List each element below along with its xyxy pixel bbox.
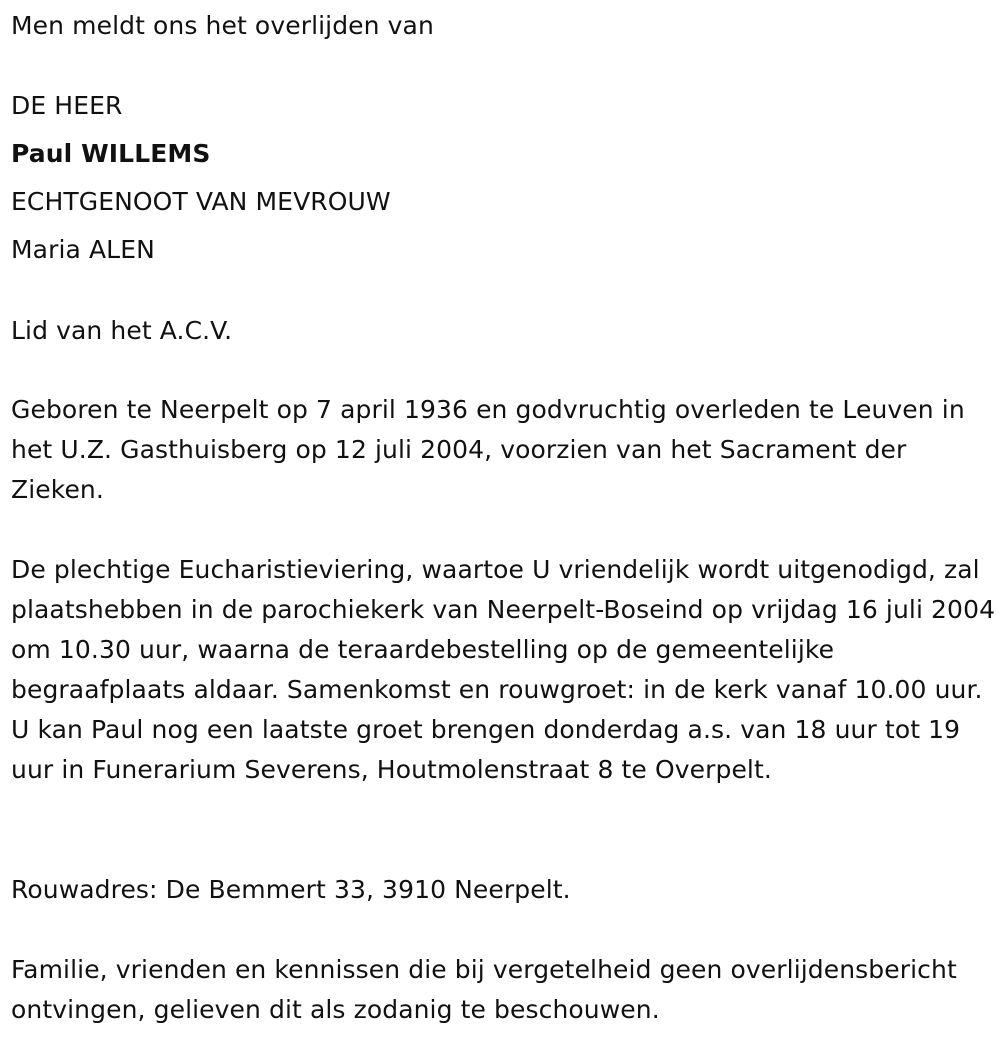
honorific: DE HEER xyxy=(11,91,123,120)
ceremony-paragraph: De plechtige Eucharistieviering, waartoe U vriendelijk wordt uitgenodigd, zal plaatshebben in de parochiekerk van Neerpelt-Boseind op vrijdag 16 juli 2004 om 10.30 uur, waarna de teraardebestelling op de gemeentelijke begraafplaats aldaar. Samenkomst en rouwgroet: in de kerk vanaf 10.00 uur. U kan Paul nog een laatste groet brengen donderdag a.s. van 18 uur tot 19 uur in Funerarium Severens, Houtmolenstraat 8 te Overpelt. xyxy=(11,555,996,784)
intro-text: Men meldt ons het overlijden van xyxy=(11,11,434,40)
spouse-label: ECHTGENOOT VAN MEVROUW xyxy=(11,187,391,216)
deceased-name: Paul WILLEMS xyxy=(11,139,211,168)
spouse-name: Maria ALEN xyxy=(11,235,155,264)
mourning-address: Rouwadres: De Bemmert 33, 3910 Neerpelt. xyxy=(11,875,571,904)
membership-text: Lid van het A.C.V. xyxy=(11,316,233,345)
birth-death-paragraph: Geboren te Neerpelt op 7 april 1936 en godvruchtig overleden te Leuven in het U.Z. Gasthuisberg op 12 juli 2004, voorzien van het Sacrament der Zieken. xyxy=(11,395,965,504)
closing-paragraph: Familie, vrienden en kennissen die bij vergetelheid geen overlijdensbericht ontvingen, gelieven dit als zodanig te beschouwen. xyxy=(11,955,957,1024)
